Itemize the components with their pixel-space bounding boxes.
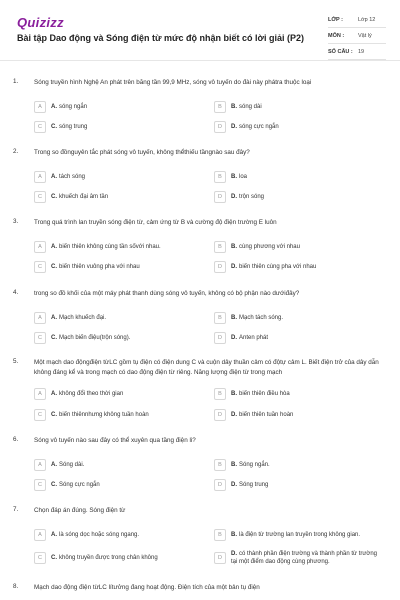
answer-option-d[interactable]: [214, 478, 384, 491]
option-letter: B.: [231, 103, 237, 110]
option-label: [51, 103, 87, 111]
option-letter-box[interactable]: A: [34, 388, 46, 400]
option-letter: A.: [51, 390, 57, 397]
question-text: Sóng vô tuyến nào sau đây có thể xuyên qua tầng điện li?: [34, 437, 196, 444]
option-letter: C.: [51, 411, 57, 418]
option-label: [51, 173, 85, 181]
option-text: tách sóng: [59, 173, 86, 180]
option-letter: D.: [231, 193, 237, 200]
option-label: [51, 123, 87, 131]
answer-option-a[interactable]: [34, 100, 204, 113]
option-text: khuếch đại âm tần: [59, 193, 109, 200]
answer-option-c[interactable]: [34, 120, 204, 133]
option-letter-box[interactable]: B: [214, 312, 226, 324]
option-letter: C.: [51, 193, 57, 200]
answer-option-a[interactable]: [34, 458, 204, 471]
option-letter: D.: [231, 411, 237, 418]
meta-value: Lớp 12: [358, 16, 376, 23]
option-text: trộn sóng: [239, 193, 265, 200]
option-letter-box[interactable]: C: [34, 409, 46, 421]
answer-option-b[interactable]: [214, 311, 384, 324]
answer-option-a[interactable]: [34, 240, 204, 253]
answer-option-d[interactable]: [214, 260, 384, 273]
option-letter: C.: [51, 555, 57, 561]
question-text: Mạch dao động điện từLC lítưởng đang hoạt động. Điện tích của một bản tụ điện: [34, 584, 260, 591]
answer-option-d[interactable]: [214, 408, 384, 421]
option-label: [51, 390, 123, 398]
option-letter-box[interactable]: C: [34, 191, 46, 203]
option-letter-box[interactable]: D: [214, 332, 226, 344]
option-letter: B.: [231, 531, 237, 538]
meta-label: MÔN :: [328, 32, 345, 39]
option-label: [51, 481, 100, 489]
option-label: [51, 193, 108, 201]
option-text: sóng dài: [239, 103, 262, 110]
option-letter-box[interactable]: B: [214, 459, 226, 471]
option-label: [51, 554, 158, 562]
option-text: Anten phát: [239, 334, 269, 341]
option-letter: A.: [51, 103, 57, 110]
option-text: là điện từ trường lan truyền trong không gian.: [239, 531, 361, 538]
answer-option-a[interactable]: [34, 387, 204, 400]
option-letter: C.: [51, 123, 57, 130]
option-text: Sóng trung: [239, 481, 269, 488]
answer-option-a[interactable]: [34, 528, 204, 541]
question-number: 1.: [13, 78, 19, 85]
question-text: Một mạch dao độngđiện từLC gồm tụ điện có điện dung C và cuộn dây thuần cảm có độtự cảm L. Biết điện trở của dây dẫn không đáng kể và trong mạch có dao động điện từ riêng. Năng lượng điện từ trong mạch: [34, 359, 379, 376]
answer-option-c[interactable]: [34, 190, 204, 203]
option-letter-box[interactable]: B: [214, 171, 226, 183]
option-letter: B.: [231, 173, 237, 180]
option-letter-box[interactable]: B: [214, 388, 226, 400]
question-number: 7.: [13, 506, 19, 513]
option-letter-box[interactable]: C: [34, 552, 46, 564]
option-letter: B.: [231, 314, 237, 321]
option-letter-box[interactable]: A: [34, 101, 46, 113]
option-text: sóng cực ngắn: [239, 123, 279, 130]
option-text: loa: [239, 173, 248, 180]
answer-option-d[interactable]: [214, 120, 384, 133]
meta-row-class: [328, 12, 386, 28]
option-letter: A.: [51, 461, 57, 468]
meta-value: Vật lý: [358, 32, 372, 39]
option-label: [51, 531, 139, 539]
option-letter: B.: [231, 461, 237, 468]
option-letter-box[interactable]: D: [214, 409, 226, 421]
option-label: [231, 173, 247, 181]
question-text: Sóng truyền hình Nghệ An phát trên băng tần 99,9 MHz, sóng vô tuyến do đài này phátra thuộc loại: [34, 79, 312, 86]
option-text: sóng trung: [59, 123, 88, 130]
option-label: [231, 461, 270, 469]
question-number: 2.: [13, 148, 19, 155]
option-text: Mạch khuếch đại.: [59, 314, 107, 321]
option-letter-box[interactable]: A: [34, 459, 46, 471]
option-letter: B.: [231, 390, 237, 397]
answer-option-c[interactable]: [34, 478, 204, 491]
option-letter: A.: [51, 173, 57, 180]
option-letter: C.: [51, 481, 57, 488]
option-label: [231, 390, 290, 398]
option-text: Mạch biến điệu(trộn sóng).: [59, 334, 131, 341]
answer-option-b[interactable]: [214, 387, 384, 400]
option-letter-box[interactable]: D: [214, 479, 226, 491]
question-number: 3.: [13, 218, 19, 225]
option-letter: D.: [231, 123, 237, 130]
meta-label: LỚP :: [328, 16, 343, 23]
question-text: Trong quá trình lan truyền sóng điện từ, cảm ứng từ B và cường độ điện trường E luôn: [34, 219, 277, 226]
option-label: [51, 334, 130, 342]
option-letter-box[interactable]: B: [214, 529, 226, 541]
worksheet-meta: [328, 12, 386, 60]
option-letter: A.: [51, 314, 57, 321]
answer-option-d[interactable]: [214, 548, 384, 568]
question-number: 5.: [13, 358, 19, 365]
option-letter: D.: [231, 551, 237, 557]
option-letter-box[interactable]: D: [214, 261, 226, 273]
option-letter-box[interactable]: B: [214, 241, 226, 253]
option-letter: C.: [51, 334, 57, 341]
option-text: Mạch tách sóng.: [239, 314, 284, 321]
option-label: [231, 411, 293, 419]
option-letter-box[interactable]: D: [214, 552, 226, 564]
answer-option-d[interactable]: [214, 331, 384, 344]
answer-option-b[interactable]: [214, 170, 384, 183]
question-number: 4.: [13, 289, 19, 296]
option-label: [231, 531, 360, 539]
answer-option-a[interactable]: [34, 170, 204, 183]
option-letter-box[interactable]: A: [34, 171, 46, 183]
option-label: [231, 193, 264, 201]
option-text: không đổi theo thời gian: [59, 390, 124, 397]
option-letter: C.: [51, 263, 57, 270]
meta-label: SỐ CÂU :: [328, 48, 353, 55]
option-label: [51, 461, 84, 469]
answer-option-a[interactable]: [34, 311, 204, 324]
option-label: [231, 314, 283, 322]
answer-option-b[interactable]: [214, 458, 384, 471]
option-text: không truyền được trong chân không: [59, 555, 158, 561]
option-label: [51, 314, 106, 322]
option-label: [231, 550, 384, 566]
option-letter-box[interactable]: D: [214, 191, 226, 203]
option-label: [231, 263, 316, 271]
option-label: [231, 103, 262, 111]
option-label: [51, 263, 140, 271]
option-text: biến thiên điều hòa: [239, 390, 290, 397]
answer-option-c[interactable]: [34, 260, 204, 273]
option-letter: D.: [231, 481, 237, 488]
option-label: [231, 243, 300, 251]
option-letter: D.: [231, 334, 237, 341]
option-label: [51, 243, 161, 251]
option-letter: B.: [231, 243, 237, 250]
question-number: 8.: [13, 583, 19, 590]
question-number: 6.: [13, 436, 19, 443]
option-letter: A.: [51, 531, 57, 538]
option-text: biến thiên tuần hoàn: [239, 411, 294, 418]
option-text: là sóng dọc hoặc sóng ngang.: [59, 531, 140, 538]
option-letter-box[interactable]: C: [34, 332, 46, 344]
worksheet-title: Bài tập Dao động và Sóng điện từ mức độ nhận biết có lời giải (P2): [17, 33, 304, 43]
option-label: [231, 123, 279, 131]
option-text: biến thiênnhưng không tuần hoàn: [59, 411, 149, 418]
meta-value: 19: [358, 48, 365, 55]
option-letter-box[interactable]: A: [34, 241, 46, 253]
meta-row-count: [328, 44, 386, 60]
header-divider: [0, 60, 400, 61]
option-letter-box[interactable]: C: [34, 479, 46, 491]
option-text: biến thiên vuông pha với nhau: [59, 263, 140, 270]
option-letter: A.: [51, 243, 57, 250]
quizizz-logo: Quizizz: [17, 15, 64, 30]
question-text: Chọn đáp án đúng. Sóng điện từ: [34, 507, 126, 514]
answer-option-c[interactable]: [34, 331, 204, 344]
answer-option-c[interactable]: [34, 548, 204, 568]
option-text: Sóng cực ngắn: [59, 481, 100, 488]
answer-option-d[interactable]: [214, 190, 384, 203]
option-letter-box[interactable]: C: [34, 121, 46, 133]
option-label: [231, 334, 268, 342]
option-text: biến thiên cùng pha với nhau: [239, 263, 317, 270]
answer-option-b[interactable]: [214, 528, 384, 541]
meta-row-subject: [328, 28, 386, 44]
answer-option-c[interactable]: [34, 408, 204, 421]
option-text: sóng ngắn: [59, 103, 88, 110]
option-letter: D.: [231, 263, 237, 270]
option-letter-box[interactable]: A: [34, 529, 46, 541]
option-label: [231, 481, 268, 489]
question-text: Trong so đồnguyên tắc phát sóng vô tuyến, không thểthiếu tầngnào sau đây?: [34, 149, 250, 156]
option-text: biến thiên không cùng tần sốvới nhau.: [59, 243, 161, 250]
option-text: cùng phương với nhau: [239, 243, 300, 250]
answer-option-b[interactable]: [214, 100, 384, 113]
option-label: [51, 411, 149, 419]
option-text: có thành phần điện trường và thành phần từ trường tại một điểm dao động cùng phương.: [231, 551, 378, 565]
option-text: Sóng dài.: [59, 461, 85, 468]
option-text: Sóng ngắn.: [239, 461, 270, 468]
option-letter-box[interactable]: D: [214, 121, 226, 133]
option-letter-box[interactable]: A: [34, 312, 46, 324]
option-letter-box[interactable]: B: [214, 101, 226, 113]
option-letter-box[interactable]: C: [34, 261, 46, 273]
answer-option-b[interactable]: [214, 240, 384, 253]
question-text: trong so đồ khối của một máy phát thanh dùng sóng vô tuyến, không có bộ phận nào dướiđây?: [34, 290, 300, 297]
